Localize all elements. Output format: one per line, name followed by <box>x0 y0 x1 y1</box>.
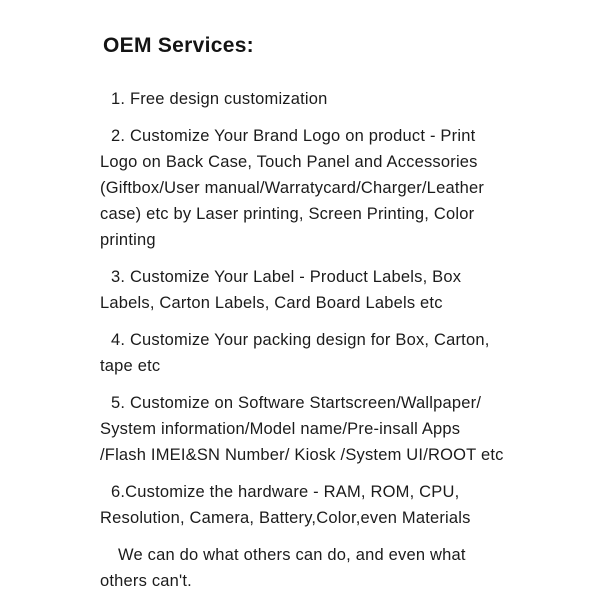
paragraph-line: tape etc <box>100 357 161 375</box>
service-item-1 <box>100 86 582 112</box>
paragraph-line: 4. Customize Your packing design for Box, Carton, <box>111 331 490 349</box>
paragraph-line: System information/Model name/Pre-insall Apps <box>100 420 461 438</box>
paragraph-line: others can't. <box>100 572 192 590</box>
service-item-5 <box>100 390 582 468</box>
paragraph-line: We can do what others can do, and even what <box>118 546 466 564</box>
service-item-2 <box>100 123 582 253</box>
paragraph-line: 2. Customize Your Brand Logo on product - Print <box>111 127 476 145</box>
paragraph-line: Resolution, Camera, Battery,Color,even Materials <box>100 509 471 527</box>
paragraph-line: Logo on Back Case, Touch Panel and Accessories <box>100 153 478 171</box>
paragraph-line: /Flash IMEI&SN Number/ Kiosk /System UI/ROOT etc <box>100 446 504 464</box>
paragraph-line: Labels, Carton Labels, Card Board Labels etc <box>100 294 443 312</box>
paragraph-line: 1. Free design customization <box>111 90 328 108</box>
paragraph-line: case) etc by Laser printing, Screen Printing, Color <box>100 205 475 223</box>
closing-statement <box>100 542 582 594</box>
paragraph-line: (Giftbox/User manual/Warratycard/Charger/Leather <box>100 179 485 197</box>
paragraph-line: 6.Customize the hardware - RAM, ROM, CPU, <box>111 483 460 501</box>
service-item-6 <box>100 479 582 531</box>
paragraph-line: printing <box>100 231 156 249</box>
page-title: OEM Services: <box>103 34 254 57</box>
paragraph-line: 5. Customize on Software Startscreen/Wallpaper/ <box>111 394 482 412</box>
service-item-4 <box>100 327 582 379</box>
service-item-3 <box>100 264 582 316</box>
paragraph-line: 3. Customize Your Label - Product Labels, Box <box>111 268 462 286</box>
